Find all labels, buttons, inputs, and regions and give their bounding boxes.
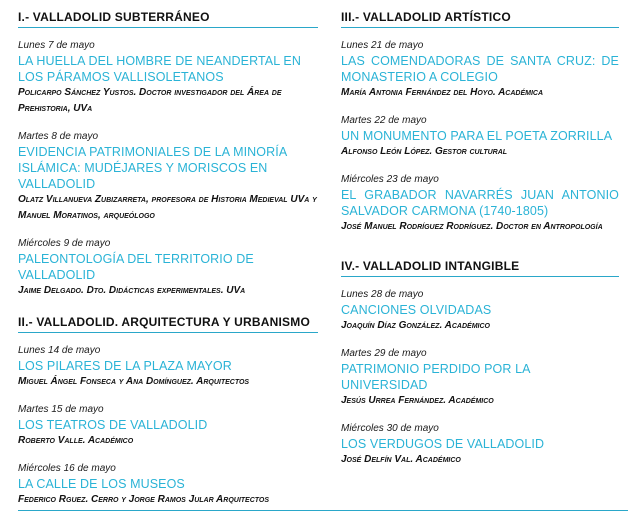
event-date: Miércoles 23 de mayo [341,174,439,185]
event-speaker: María Antonia Fernández del Hoyo. Académica [341,87,544,98]
event-title: LOS TEATROS DE VALLADOLID [18,418,208,432]
event-item [18,238,318,299]
event-title: LOS VERDUGOS DE VALLADOLID [341,437,545,451]
event-date: Lunes 7 de mayo [18,40,95,51]
event-item [18,345,318,390]
event-title: LOS PILARES DE LA PLAZA MAYOR [18,359,232,373]
event-title: LA HUELLA DEL HOMBRE DE NEANDERTAL EN LOS PÁRAMOS VALLISOLETANOS [18,54,301,84]
event-title: LAS COMENDADORAS DE SANTA CRUZ: DE MONASTERIO A COLEGIO [341,54,619,84]
section-intangible [341,257,619,468]
event-speaker: Federico Rguez. Cerro y Jorge Ramos Jular Arquitectos [18,494,270,505]
event-item [341,40,619,101]
section-title: I.- VALLADOLID SUBTERRÁNEO [18,8,318,28]
event-date: Martes 29 de mayo [341,348,427,359]
event-item [18,131,318,224]
event-speaker: Roberto Valle. Académico [18,435,134,446]
event-date: Lunes 21 de mayo [341,40,424,51]
section-arquitectura [18,313,318,508]
event-title: CANCIONES OLVIDADAS [341,303,492,317]
section-artistico [341,8,619,235]
event-item [341,115,619,160]
section-title: III.- VALLADOLID ARTÍSTICO [341,8,619,28]
event-speaker: Olatz Villanueva Zubizarreta, profesora de Historia Medieval UVa y Manuel Moratinos, arqueólogo [18,194,317,221]
left-column [18,8,318,522]
event-speaker: José Manuel Rodríguez Rodríguez. Doctor en Antropología [341,221,603,232]
section-title: IV.- VALLADOLID INTANGIBLE [341,257,619,277]
event-item [18,404,318,449]
event-item [341,174,619,235]
event-item [18,40,318,117]
event-item [341,289,619,334]
event-date: Miércoles 16 de mayo [18,463,116,474]
event-title: UN MONUMENTO PARA EL POETA ZORRILLA [341,129,613,143]
event-date: Martes 8 de mayo [18,131,99,142]
event-speaker: Policarpo Sánchez Yustos. Doctor investigador del Área de Prehistoria, UVa [18,87,282,114]
event-speaker: Alfonso León López. Gestor cultural [341,146,508,157]
event-date: Lunes 14 de mayo [18,345,101,356]
event-speaker: Miguel Ángel Fonseca y Ana Domínguez. Arquitectos [18,376,250,387]
event-item [341,423,619,468]
event-date: Miércoles 30 de mayo [341,423,439,434]
event-date: Martes 22 de mayo [341,115,427,126]
event-speaker: José Delfín Val. Académico [341,454,461,465]
event-title: EL GRABADOR NAVARRÉS JUAN ANTONIO SALVADOR CARMONA (1740-1805) [341,188,619,218]
section-subterraneo [18,8,318,299]
event-title: PATRIMONIO PERDIDO POR LA UNIVERSIDAD [341,362,530,392]
event-date: Lunes 28 de mayo [341,289,424,300]
event-date: Martes 15 de mayo [18,404,104,415]
event-speaker: Jesús Urrea Fernández. Académico [341,395,494,406]
event-date: Miércoles 9 de mayo [18,238,111,249]
event-title: EVIDENCIA PATRIMONIALES DE LA MINORÍA ISLÁMICA: MUDÉJARES Y MORISCOS EN VALLADOLID [18,145,287,191]
event-item [18,463,318,508]
event-title: PALEONTOLOGÍA DEL TERRITORIO DE VALLADOLID [18,252,254,282]
bottom-divider [18,510,628,511]
section-title: II.- VALLADOLID. ARQUITECTURA Y URBANISMO [18,313,318,333]
event-speaker: Joaquín Díaz González. Académico [341,320,490,331]
right-column [341,8,619,482]
event-title: LA CALLE DE LOS MUSEOS [18,477,185,491]
event-speaker: Jaime Delgado. Dto. Didácticas experimentales. UVa [18,285,246,296]
event-item [341,348,619,409]
